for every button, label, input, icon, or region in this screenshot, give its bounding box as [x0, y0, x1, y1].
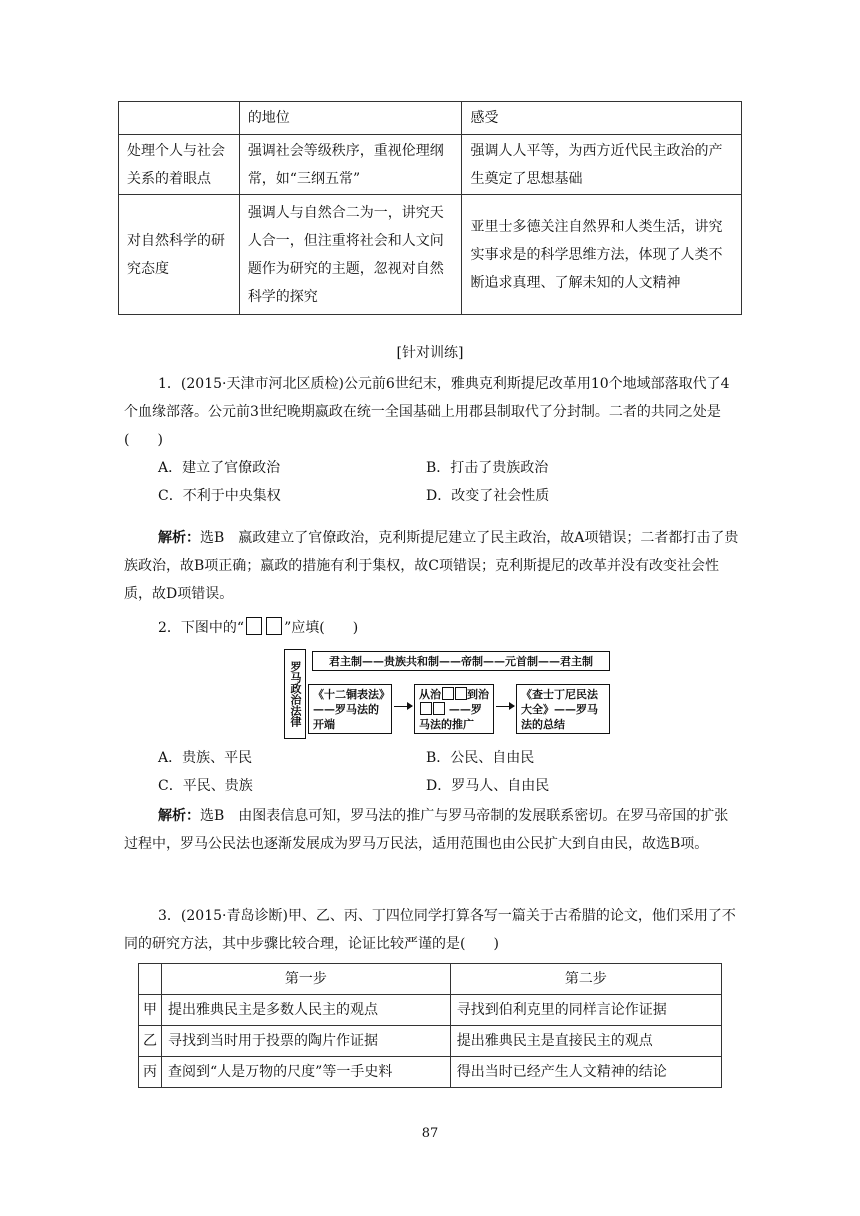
table-cell: [119, 102, 240, 135]
question-source: (2015·天津市河北区质检): [180, 376, 344, 392]
diagram-side-label: 罗马政治法律: [284, 649, 306, 739]
question-stem-suffix: ”应填( ): [284, 620, 359, 636]
option-a[interactable]: A．建立了官僚政治: [158, 460, 281, 476]
table-row: [139, 995, 722, 1026]
question-stem: 公元前6世纪末，雅典克利斯提尼改革用10个地域部落取代了4个血缘部落。公元前3世纪晚期嬴政在统一全国基础上用郡县制取代了分封制。二者的共同之处是( ): [124, 376, 730, 448]
option-d[interactable]: D．罗马人、自由民: [426, 778, 550, 794]
table-cell: 强调社会等级秩序，重视伦理纲常，如“三纲五常”: [239, 135, 462, 195]
question-number: 1．: [158, 376, 181, 392]
table-cell: 处理个人与社会关系的着眼点: [119, 135, 240, 195]
table-row: [119, 102, 742, 135]
analysis-q2: [124, 802, 742, 858]
table-cell: 甲: [139, 995, 162, 1026]
diagram-text: ——罗马法的推广: [419, 703, 482, 731]
table-cell: 亚里士多德关注自然界和人类生活，讲究实事求是的科学思维方法，体现了人类不断追求真理、了解未知的人文精神: [462, 195, 742, 315]
blank-box: [420, 702, 432, 715]
table-cell: 的地位: [239, 102, 462, 135]
option-a[interactable]: A．贵族、平民: [158, 750, 253, 766]
table-cell: 寻找到当时用于投票的陶片作证据: [162, 1026, 451, 1057]
diagram-box-1: 《十二铜表法》——罗马法的开端: [308, 684, 392, 734]
question-stem-prefix: 下图中的“: [180, 620, 245, 636]
blank-box: [455, 687, 467, 700]
analysis-text: 选B 由图表信息可知，罗马法的推广与罗马帝制的发展联系密切。在罗马帝国的扩张过程中，罗马公民法也逐渐发展成为罗马万民法，适用范围也由公民扩大到自由民，故选B项。: [124, 808, 729, 852]
question-2: [124, 614, 742, 642]
blank-box: [433, 702, 445, 715]
table-row: [119, 195, 742, 315]
table-cell: 提出雅典民主是直接民主的观点: [450, 1026, 721, 1057]
table-row: [139, 1026, 722, 1057]
diagram-top-box: 君主制——贵族共和制——帝制——元首制——君主制: [312, 651, 610, 671]
table-cell: 查阅到“人是万物的尺度”等一手史料: [162, 1057, 451, 1088]
table-cell: 对自然科学的研究态度: [119, 195, 240, 315]
rome-law-diagram: [284, 649, 610, 741]
blank-box: [442, 687, 454, 700]
table-row: [139, 1057, 722, 1088]
table-cell: 丙: [139, 1057, 162, 1088]
table-header: 第一步: [162, 964, 451, 995]
table-cell: 强调人人平等，为西方近代民主政治的产生奠定了思想基础: [462, 135, 742, 195]
table-cell: 寻找到伯利克里的同样言论作证据: [450, 995, 721, 1026]
blank-box: [266, 617, 282, 635]
analysis-text: 选B 嬴政建立了官僚政治，克利斯提尼建立了民主政治，故A项错误；二者都打击了贵族政治，故B项正确；嬴政的措施有利于集权，故C项错误；克利斯提尼的改革并没有改变社会性质，故D项错误。: [124, 530, 739, 602]
option-b[interactable]: B．打击了贵族政治: [426, 460, 549, 476]
question-1: [124, 370, 742, 454]
option-d[interactable]: D．改变了社会性质: [426, 488, 550, 504]
question-number: 3．: [158, 908, 181, 924]
arrow-icon: [394, 706, 412, 707]
blank-box: [246, 617, 262, 635]
page-number: 87: [421, 1126, 439, 1141]
diagram-text: 到治: [467, 688, 489, 701]
table-header: 第二步: [450, 964, 721, 995]
table-cell: 提出雅典民主是多数人民主的观点: [162, 995, 451, 1026]
analysis-label: 解析：: [158, 808, 200, 824]
diagram-box-3: 《查士丁尼民法大全》——罗马法的总结: [516, 684, 610, 734]
option-c[interactable]: C．平民、贵族: [158, 778, 253, 794]
table-header-row: [139, 964, 722, 995]
section-title: [针对训练]: [396, 345, 464, 361]
table-cell: 感受: [462, 102, 742, 135]
analysis-label: 解析：: [158, 530, 200, 546]
comparison-table: [118, 101, 742, 315]
options-q2: [158, 744, 742, 800]
diagram-text: 从治: [419, 688, 441, 701]
arrow-icon: [496, 706, 514, 707]
option-b[interactable]: B．公民、自由民: [426, 750, 535, 766]
diagram-box-2: [414, 684, 494, 734]
question-3: [124, 902, 742, 958]
table-cell: 强调人与自然合二为一，讲究天人合一，但注重将社会和人文问题作为研究的主题，忽视对自然科学的探究: [239, 195, 462, 315]
table-cell: 乙: [139, 1026, 162, 1057]
analysis-q1: [124, 524, 742, 608]
question-number: 2．: [158, 620, 181, 636]
options-q1: [158, 454, 742, 510]
table-cell: 得出当时已经产生人文精神的结论: [450, 1057, 721, 1088]
table-header: [139, 964, 162, 995]
question-stem: 甲、乙、丙、丁四位同学打算各写一篇关于古希腊的论文，他们采用了不同的研究方法，其中步骤比较合理，论证比较严谨的是( ): [124, 908, 736, 952]
table-row: [119, 135, 742, 195]
question-source: (2015·青岛诊断): [180, 908, 288, 924]
methods-table: [138, 963, 722, 1088]
option-c[interactable]: C．不利于中央集权: [158, 488, 281, 504]
